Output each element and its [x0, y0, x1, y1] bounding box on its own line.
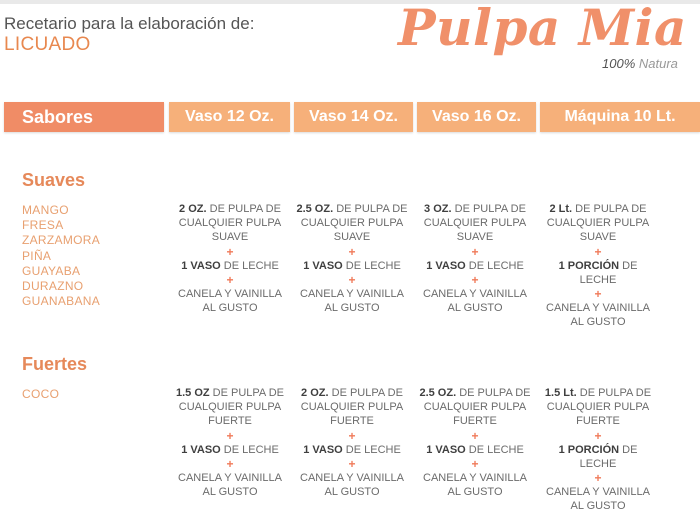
extra-text-2: AL GUSTO	[570, 316, 626, 329]
extra-text: CANELA Y VAINILLA	[178, 471, 282, 484]
column-header-vaso-14: Vaso 14 Oz.	[294, 102, 413, 132]
milk-text: DE LECHE	[465, 259, 524, 272]
plus-icon: +	[471, 456, 479, 471]
milk-quantity: 1 PORCIÓN	[558, 259, 620, 272]
flavor-item: GUANABANA	[22, 294, 101, 309]
pulp-type: SUAVE	[211, 231, 249, 244]
tagline-natural: Natura	[635, 56, 678, 71]
pulp-text-2: CUALQUIER PULPA	[300, 401, 404, 414]
pulp-quantity: 2.5 OZ.	[419, 387, 457, 399]
milk-text-2: LECHE	[579, 273, 617, 286]
extra-text-2: AL GUSTO	[324, 486, 380, 499]
extra-text: CANELA Y VAINILLA	[300, 287, 404, 300]
column-header-maquina-10: Máquina 10 Lt.	[540, 102, 700, 132]
section-title-suaves: Suaves	[22, 170, 86, 190]
flavor-item: ZARZAMORA	[22, 233, 101, 248]
recipe-cell-fuertes-12oz	[168, 386, 292, 499]
column-header-sabores: Sabores	[4, 102, 164, 132]
milk-quantity: 1 VASO	[181, 259, 221, 272]
brand-tagline	[602, 56, 678, 71]
milk-quantity: 1 PORCIÓN	[558, 443, 620, 456]
recipe-cell-fuertes-14oz	[290, 386, 414, 499]
extra-text-2: AL GUSTO	[447, 302, 503, 315]
recipe-title: LICUADO	[4, 34, 91, 55]
pulp-text: DE PULPA DE	[576, 387, 652, 399]
flavor-item: PIÑA	[22, 248, 52, 263]
milk-text: DE LECHE	[465, 443, 524, 456]
pulp-text-2: CUALQUIER PULPA	[178, 401, 282, 414]
pulp-text: DE PULPA DE	[206, 203, 281, 215]
plus-icon: +	[226, 272, 234, 287]
milk-text-2: LECHE	[579, 457, 617, 470]
milk-quantity: 1 VASO	[303, 259, 343, 272]
flavor-list-fuertes	[22, 387, 59, 402]
recipe-cell-suaves-10lt	[536, 202, 660, 329]
extra-text-2: AL GUSTO	[202, 486, 258, 499]
milk-quantity: 1 VASO	[303, 443, 343, 456]
plus-icon: +	[471, 272, 479, 287]
extra-text: CANELA Y VAINILLA	[300, 471, 404, 484]
recipe-cell-suaves-12oz	[168, 202, 292, 315]
flavor-item: MANGO	[22, 203, 69, 217]
pulp-quantity: 2 Lt.	[549, 203, 573, 215]
section-title-fuertes: Fuertes	[22, 354, 88, 374]
plus-icon: +	[226, 456, 234, 471]
pulp-type: FUERTE	[330, 415, 374, 428]
pulp-quantity: 3 OZ.	[424, 203, 452, 215]
recipe-subtitle: Recetario para la elaboración de:	[4, 14, 255, 33]
recipe-cell-fuertes-16oz	[413, 386, 537, 499]
tagline-percent: 100%	[602, 56, 636, 71]
pulp-text: DE PULPA DE	[456, 387, 531, 399]
pulp-quantity: 2.5 OZ.	[296, 203, 334, 215]
milk-quantity: 1 VASO	[426, 259, 466, 272]
milk-text: DE LECHE	[220, 443, 279, 456]
flavor-item: COCO	[22, 387, 60, 401]
pulp-quantity: 2 OZ.	[179, 203, 207, 215]
pulp-type: FUERTE	[453, 415, 497, 428]
extra-text: CANELA Y VAINILLA	[423, 287, 527, 300]
plus-icon: +	[348, 456, 356, 471]
milk-text: DE	[619, 259, 638, 272]
milk-text: DE LECHE	[220, 259, 279, 272]
milk-text: DE	[619, 443, 638, 456]
extra-text: CANELA Y VAINILLA	[546, 302, 650, 315]
plus-icon: +	[348, 244, 356, 259]
extra-text: CANELA Y VAINILLA	[178, 287, 282, 300]
extra-text-2: AL GUSTO	[570, 500, 626, 513]
plus-icon: +	[226, 428, 234, 443]
pulp-quantity: 1.5 OZ	[175, 387, 210, 399]
recipe-cell-suaves-14oz	[290, 202, 414, 315]
pulp-type: SUAVE	[579, 231, 617, 244]
pulp-quantity: 1.5 Lt.	[544, 387, 577, 399]
plus-icon: +	[348, 272, 356, 287]
extra-text-2: AL GUSTO	[202, 302, 258, 315]
pulp-text: DE PULPA DE	[209, 387, 284, 399]
pulp-quantity: 2 OZ.	[301, 387, 329, 399]
extra-text: CANELA Y VAINILLA	[546, 486, 650, 499]
pulp-text-2: CUALQUIER PULPA	[300, 217, 404, 230]
flavor-list-suaves	[22, 203, 100, 309]
plus-icon: +	[594, 244, 602, 259]
plus-icon: +	[594, 428, 602, 443]
recipe-cell-suaves-16oz	[413, 202, 537, 315]
column-header-vaso-16: Vaso 16 Oz.	[417, 102, 536, 132]
pulp-text-2: CUALQUIER PULPA	[423, 217, 527, 230]
column-header-vaso-12: Vaso 12 Oz.	[169, 102, 290, 132]
milk-text: DE LECHE	[342, 259, 401, 272]
pulp-text: DE PULPA DE	[572, 203, 647, 215]
plus-icon: +	[594, 287, 602, 302]
flavor-item: GUAYABA	[22, 263, 81, 278]
milk-quantity: 1 VASO	[426, 443, 466, 456]
pulp-text: DE PULPA DE	[451, 203, 526, 215]
pulp-type: SUAVE	[456, 231, 494, 244]
pulp-text-2: CUALQUIER PULPA	[546, 401, 650, 414]
plus-icon: +	[594, 471, 602, 486]
milk-text: DE LECHE	[342, 443, 401, 456]
flavor-item: FRESA	[22, 218, 64, 233]
pulp-text: DE PULPA DE	[333, 203, 408, 215]
plus-icon: +	[471, 244, 479, 259]
extra-text-2: AL GUSTO	[447, 486, 503, 499]
flavor-item: DURAZNO	[22, 279, 84, 294]
pulp-type: FUERTE	[208, 415, 252, 428]
plus-icon: +	[348, 428, 356, 443]
pulp-text-2: CUALQUIER PULPA	[546, 217, 650, 230]
pulp-text-2: CUALQUIER PULPA	[178, 217, 282, 230]
pulp-text-2: CUALQUIER PULPA	[423, 401, 527, 414]
pulp-type: SUAVE	[333, 231, 371, 244]
pulp-text: DE PULPA DE	[328, 387, 403, 399]
brand-logo: Pulpa Mia	[398, 0, 687, 57]
milk-quantity: 1 VASO	[181, 443, 221, 456]
plus-icon: +	[471, 428, 479, 443]
extra-text-2: AL GUSTO	[324, 302, 380, 315]
pulp-type: FUERTE	[576, 415, 620, 428]
extra-text: CANELA Y VAINILLA	[423, 471, 527, 484]
plus-icon: +	[226, 244, 234, 259]
recipe-cell-fuertes-10lt	[536, 386, 660, 513]
